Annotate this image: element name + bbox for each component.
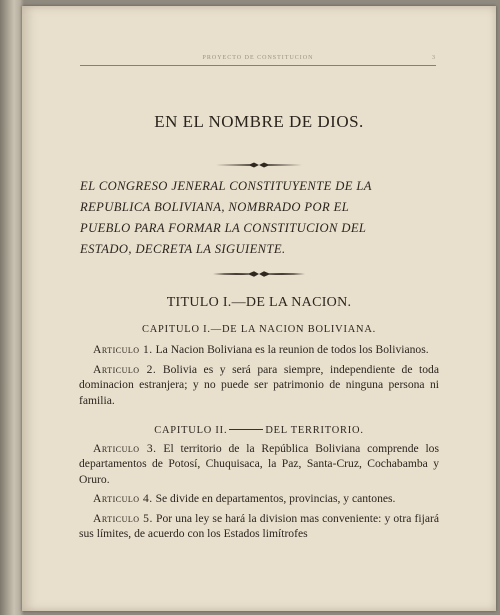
article-label: Articulo 2.	[93, 362, 157, 376]
article-5	[79, 511, 439, 542]
ornament-rule-middle	[22, 265, 496, 273]
article-label: Articulo 3.	[93, 441, 157, 455]
article-label: Articulo 1.	[93, 343, 153, 356]
article-text: Bolivia es y será para siempre, independiente de toda dominacion estranjera; y no puede ser patrimonio de ninguna persona ni familia.	[79, 362, 439, 407]
capitulo-2-title: DEL TERRITORIO.	[265, 425, 364, 436]
page-heading: EN EL NOMBRE DE DIOS.	[154, 112, 364, 131]
capitulo-2-heading	[79, 423, 439, 439]
running-header	[80, 54, 436, 66]
running-title: PROYECTO DE CONSTITUCION	[202, 55, 314, 61]
article-label: Articulo 4.	[93, 492, 153, 505]
preamble-line: ESTADO, DECRETA LA SIGUIENTE.	[80, 242, 286, 256]
titulo-heading: TITULO I.—DE LA NACION.	[166, 295, 352, 310]
articles-chapter-1	[79, 342, 439, 412]
capitulo-1-heading: CAPITULO I.—DE LA NACION BOLIVIANA.	[141, 324, 377, 335]
article-2	[79, 362, 439, 409]
preamble-line: PUEBLO PARA FORMAR LA CONSTITUCION DEL	[80, 221, 367, 235]
ornament-icon	[211, 270, 307, 278]
page-sheet	[22, 6, 496, 611]
articles-chapter-2	[79, 423, 439, 546]
preamble-line: REPUBLICA BOLIVIANA, NOMBRADO POR EL	[80, 200, 350, 214]
ornament-icon	[214, 161, 304, 169]
article-text: Por una ley se hará la division mas conveniente: y otra fijará sus límites, de acuerdo con los Estados limítrofes	[79, 511, 439, 540]
dash-rule	[229, 429, 263, 430]
preamble	[80, 176, 442, 260]
article-text: Se divide en departamentos, provincias, y cantones.	[155, 492, 396, 505]
article-text: La Nacion Boliviana es la reunion de todos los Bolivianos.	[155, 343, 429, 356]
page-number: 3	[432, 55, 436, 61]
article-text: El territorio de la República Boliviana comprende los departamentos de Potosí, Chuquisaca, la Paz, Santa-Cruz, Cochabamba y Oruro.	[79, 441, 439, 486]
article-1	[79, 342, 439, 358]
article-label: Articulo 5.	[93, 511, 153, 525]
capitulo-2-prefix: CAPITULO II.	[154, 425, 228, 436]
ornament-rule-top	[22, 156, 496, 164]
article-4	[79, 491, 439, 507]
preamble-line: EL CONGRESO JENERAL CONSTITUYENTE DE LA	[80, 179, 372, 193]
article-3	[79, 441, 439, 488]
